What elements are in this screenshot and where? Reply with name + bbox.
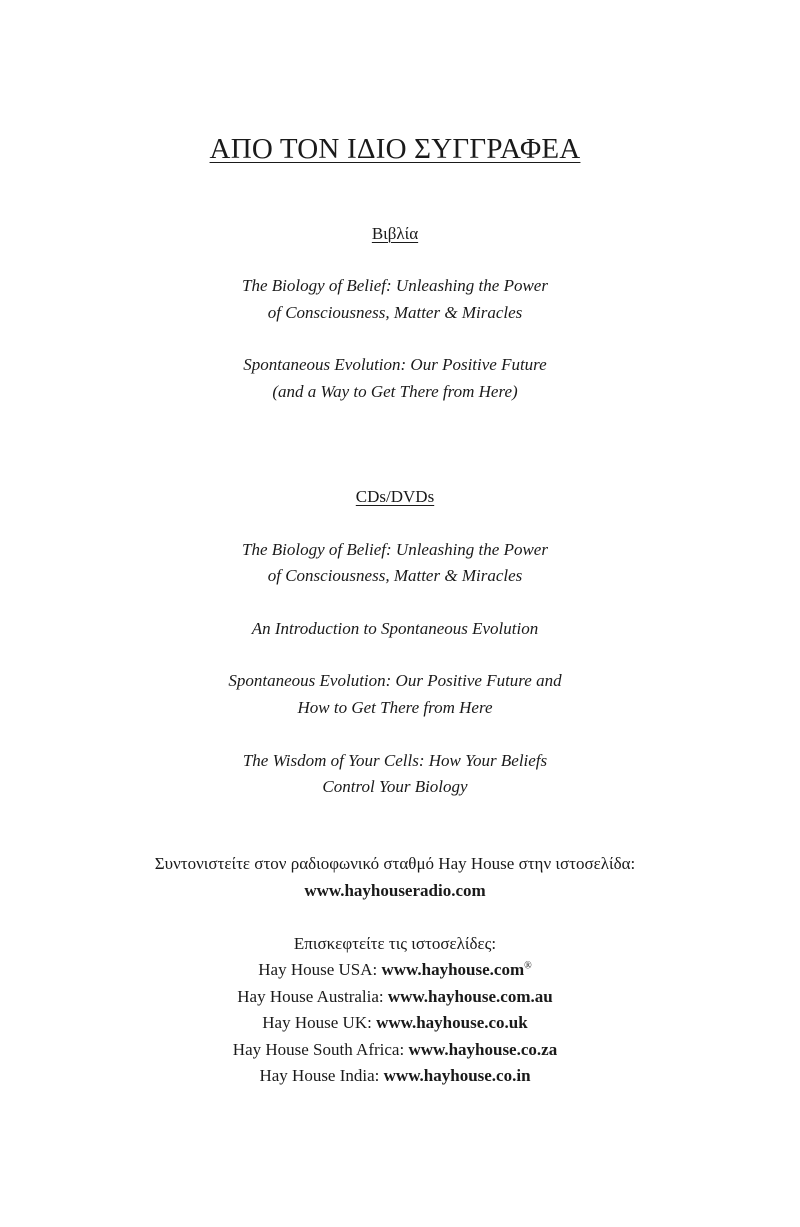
book-title-line: of Consciousness, Matter & Miracles	[267, 303, 523, 322]
books-section-label: Βιβλία	[371, 224, 419, 243]
website-label: Hay House UK:	[262, 1013, 377, 1032]
media-section-label: CDs/DVDs	[355, 487, 435, 506]
website-entry	[0, 1013, 790, 1033]
book-title-line: (and a Way to Get There from Here)	[272, 382, 518, 401]
website-label: Hay House South Africa:	[232, 1040, 409, 1059]
book-title-line: The Biology of Belief: Unleashing the Power	[242, 276, 548, 295]
media-title-line: An Introduction to Spontaneous Evolution	[251, 619, 539, 638]
website-label: Hay House USA:	[258, 960, 382, 979]
website-url-link[interactable]: www.hayhouse.co.in	[383, 1066, 531, 1085]
media-title-line: The Biology of Belief: Unleashing the Power	[242, 540, 548, 559]
media-title-line: How to Get There from Here	[297, 698, 493, 717]
book-title-line: Spontaneous Evolution: Our Positive Future	[243, 355, 547, 374]
media-title-line: The Wisdom of Your Cells: How Your Beliefs	[242, 751, 548, 770]
website-url-link[interactable]: www.hayhouse.com.au	[387, 987, 553, 1006]
website-label: Hay House Australia:	[237, 987, 388, 1006]
website-label: Hay House India:	[259, 1066, 384, 1085]
website-entry	[0, 960, 790, 980]
registered-mark: ®	[524, 960, 532, 972]
radio-url-link[interactable]: www.hayhouseradio.com	[304, 881, 486, 900]
website-entry	[0, 1040, 790, 1060]
websites-intro: Επισκεφτείτε τις ιστοσελίδες:	[293, 934, 497, 953]
radio-text: Συντονιστείτε στον ραδιοφωνικό σταθμό Hay House στην ιστοσελίδα:	[154, 854, 636, 873]
website-url-link[interactable]: www.hayhouse.co.uk	[376, 1013, 528, 1032]
website-url-link[interactable]: www.hayhouse.com	[381, 960, 525, 979]
media-title-line: Spontaneous Evolution: Our Positive Future and	[228, 671, 562, 690]
media-title-line: of Consciousness, Matter & Miracles	[267, 566, 523, 585]
page-heading: ΑΠΟ ΤΟΝ ΙΔΙΟ ΣΥΓΓΡΑΦΕΑ	[209, 133, 581, 165]
website-entry	[0, 987, 790, 1007]
website-entry	[0, 1066, 790, 1086]
website-url-link[interactable]: www.hayhouse.co.za	[408, 1040, 558, 1059]
media-title-line: Control Your Biology	[322, 777, 468, 796]
